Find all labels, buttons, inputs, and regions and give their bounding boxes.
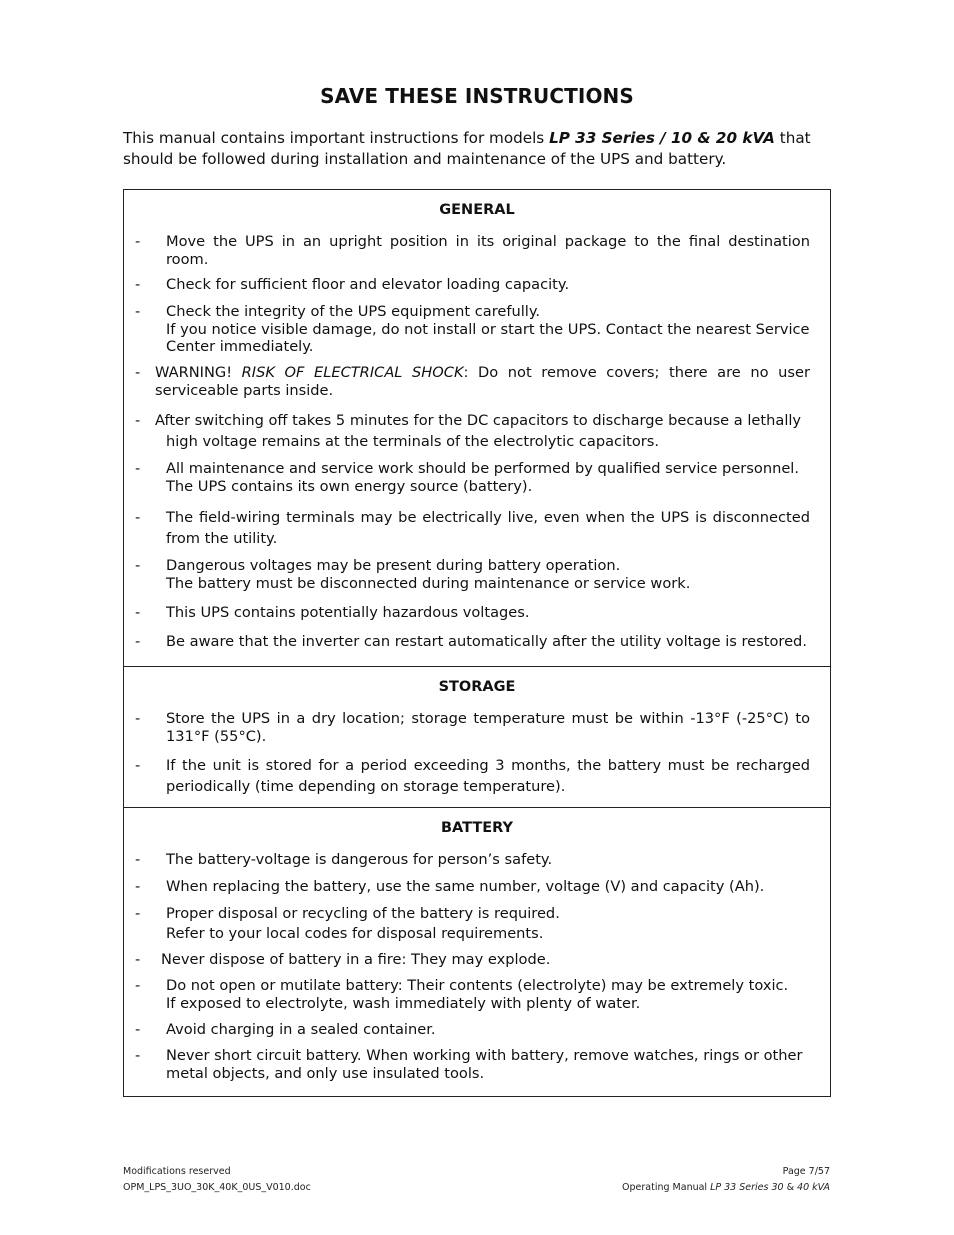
bullet-dash: - [135,233,141,250]
item-text: Check for sufficient floor and elevator loading capacity. [166,276,570,293]
bullet-dash: - [135,303,141,320]
bullet-dash: - [135,276,141,293]
item-text: Refer to your local codes for disposal requirements. [166,925,544,942]
bullet-dash: - [135,509,141,526]
bullet-dash: - [135,851,141,868]
intro-text-end: that should be followed during installation and maintenance of the UPS and battery. [123,129,811,168]
bullet-dash: - [135,710,141,727]
item-text: The battery must be disconnected during maintenance or service work. [166,574,691,592]
footer-modifications: Modifications reserved [123,1166,231,1177]
item-text: Move the UPS in an upright position in its original package to the final destination room. [166,233,810,268]
bullet-dash: - [135,633,141,650]
intro-paragraph [123,128,835,170]
item-text: If exposed to electrolyte, wash immediately with plenty of water. [166,994,641,1012]
bullet-dash: - [135,364,141,381]
item-text: Never dispose of battery in a fire: They may explode. [161,951,551,968]
item-text: Avoid charging in a sealed container. [166,1021,436,1038]
general-section [124,190,830,666]
bullet-dash: - [135,905,141,922]
section-heading: STORAGE [438,679,516,695]
item-text: high voltage remains at the terminals of the electrolytic capacitors. [166,433,660,450]
bullet-dash: - [135,604,141,621]
intro-text: This manual contains important instructions for models [123,129,550,147]
item-text: Be aware that the inverter can restart automatically after the utility voltage is restored. [166,633,807,650]
item-text: Check the integrity of the UPS equipment carefully. [166,303,541,320]
section-heading: GENERAL [439,202,515,218]
bullet-dash: - [135,878,141,895]
bullet-dash: - [135,460,141,477]
bullet-dash: - [135,977,141,994]
item-text: Store the UPS in a dry location; storage temperature must be within -13°F (-25°C) to 131°F (55°C). [166,710,810,745]
item-text: All maintenance and service work should be performed by qualified service personnel. [166,460,799,477]
item-text: After switching off takes 5 minutes for the DC capacitors to discharge because a lethally [155,412,802,429]
footer-filename: OPM_LPS_3UO_30K_40K_0US_V010.doc [123,1182,311,1193]
footer-manual-series: LP 33 Series 30 [710,1182,784,1193]
section-heading: BATTERY [440,820,514,836]
item-text: The battery-voltage is dangerous for person’s safety. [166,851,553,868]
bullet-dash: - [135,757,141,774]
item-text: When replacing the battery, use the same number, voltage (V) and capacity (Ah). [166,878,765,895]
item-text: Do not open or mutilate battery: Their contents (electrolyte) may be extremely toxic. [166,977,789,994]
item-text: Dangerous voltages may be present during battery operation. [166,557,621,574]
bullet-dash: - [135,951,141,968]
item-text: Proper disposal or recycling of the battery is required. [166,905,560,922]
model-name: LP 33 Series / 10 & 20 kVA [549,129,775,147]
bullet-dash: - [135,1047,141,1064]
warning-emphasis: RISK OF ELECTRICAL SHOCK [241,364,464,381]
page-title: SAVE THESE INSTRUCTIONS [320,84,634,108]
item-text: The UPS contains its own energy source (battery). [166,477,533,495]
footer-manual-kva: 40 kVA [797,1182,830,1193]
footer-manual-prefix: Operating Manual [622,1182,711,1193]
warning-label: WARNING! [155,364,242,381]
footer-page-number: Page 7/57 [782,1166,830,1177]
footer-manual-amp: & [783,1182,798,1193]
storage-section [124,666,830,808]
item-text: If you notice visible damage, do not install or start the UPS. Contact the nearest Service Center immediately. [166,320,810,355]
footer-manual-title [622,1182,830,1193]
instructions-box [123,189,831,1097]
bullet-dash: - [135,412,141,429]
bullet-dash: - [135,1021,141,1038]
item-text: This UPS contains potentially hazardous voltages. [166,604,530,621]
battery-section [124,807,830,1097]
item-text: The field-wiring terminals may be electrically live, even when the UPS is disconnected from the utility. [166,509,810,547]
item-text: Never short circuit battery. When working with battery, remove watches, rings or other metal objects, and only use insulated tools. [166,1047,803,1082]
bullet-dash: - [135,557,141,574]
item-text: : Do not remove covers; there are no user serviceable parts inside. [155,364,810,399]
item-text: If the unit is stored for a period exceeding 3 months, the battery must be recharged periodically (time depending on storage temperature). [166,757,810,795]
